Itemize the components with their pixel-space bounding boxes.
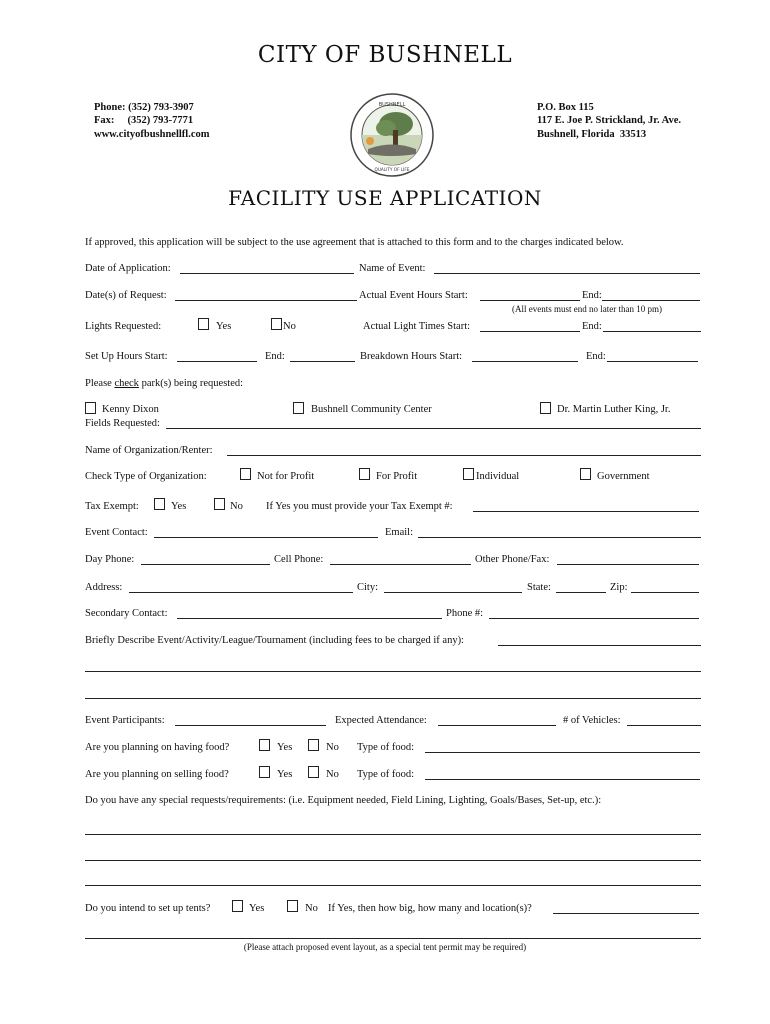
having-food-no-checkbox[interactable] [308, 739, 319, 751]
tents-yes-label: Yes [249, 903, 265, 914]
park-kenny-dixon-label: Kenny Dixon [102, 404, 159, 415]
expected-attendance-label: Expected Attendance: [335, 715, 427, 726]
city-title: CITY OF BUSHNELL [257, 42, 513, 68]
tents-no-checkbox[interactable] [287, 900, 298, 912]
setup-start-field[interactable] [177, 361, 257, 362]
fields-requested-field[interactable] [166, 428, 701, 429]
organization-field[interactable] [227, 455, 701, 456]
government-label: Government [597, 471, 650, 482]
name-of-event-field[interactable] [434, 273, 700, 274]
park-community-center-label: Bushnell Community Center [311, 404, 432, 415]
event-contact-label: Event Contact: [85, 527, 148, 538]
describe-event-field-3[interactable] [85, 698, 701, 699]
setup-end-field[interactable] [290, 361, 355, 362]
tents-details-field[interactable] [85, 938, 701, 939]
breakdown-start-label: Breakdown Hours Start: [360, 351, 463, 362]
having-food-type-label: Type of food: [357, 742, 415, 753]
event-hours-end-field[interactable] [602, 300, 700, 301]
lights-no-label: No [283, 321, 296, 332]
selling-food-type-label: Type of food: [357, 769, 415, 780]
special-requests-field-1[interactable] [85, 834, 701, 835]
tax-exempt-yes-label: Yes [171, 501, 187, 512]
event-participants-label: Event Participants: [85, 715, 165, 726]
event-hours-end-label: End: [582, 290, 602, 301]
state-label: State: [527, 582, 551, 593]
breakdown-end-label: End: [586, 351, 606, 362]
tax-exempt-label: Tax Exempt: [85, 501, 139, 512]
setup-end-label: End: [265, 351, 285, 362]
other-phone-label: Other Phone/Fax: [475, 554, 550, 565]
parks-prompt: Please check park(s) being requested: [85, 378, 244, 389]
having-food-label: Are you planning on having food? [85, 742, 230, 753]
vehicles-field[interactable] [627, 725, 701, 726]
not-for-profit-checkbox[interactable] [240, 468, 251, 480]
date-of-application-label: Date of Application: [85, 263, 171, 274]
city-state-zip-line: Bushnell, Florida 33513 [537, 129, 647, 140]
government-checkbox[interactable] [580, 468, 591, 480]
email-field[interactable] [418, 537, 701, 538]
check-word: check [114, 378, 139, 389]
describe-event-field-2[interactable] [85, 671, 701, 672]
individual-checkbox[interactable] [463, 468, 474, 480]
expected-attendance-field[interactable] [438, 725, 556, 726]
breakdown-end-field[interactable] [607, 361, 698, 362]
secondary-phone-field[interactable] [489, 618, 699, 619]
email-label: Email: [385, 527, 413, 538]
tents-followup-field[interactable] [553, 913, 699, 914]
for-profit-label: For Profit [376, 471, 418, 482]
event-participants-field[interactable] [175, 725, 326, 726]
tax-exempt-no-checkbox[interactable] [214, 498, 225, 510]
light-times-end-field[interactable] [603, 331, 701, 332]
dates-of-request-label: Date(s) of Request: [85, 290, 167, 301]
organization-label: Name of Organization/Renter: [85, 445, 213, 456]
having-food-yes-checkbox[interactable] [259, 739, 270, 751]
cell-phone-label: Cell Phone: [274, 554, 324, 565]
describe-event-label: Briefly Describe Event/Activity/League/Tournament (including fees to be charged if any): [85, 635, 464, 646]
fax-line: Fax: (352) 793-7771 [94, 115, 194, 126]
address-label: Address: [85, 582, 123, 593]
tents-label: Do you intend to set up tents? [85, 903, 211, 914]
having-food-type-field[interactable] [425, 752, 700, 753]
for-profit-checkbox[interactable] [359, 468, 370, 480]
lights-no-checkbox[interactable] [271, 318, 282, 330]
light-times-start-field[interactable] [480, 331, 580, 332]
breakdown-start-field[interactable] [472, 361, 578, 362]
intro-text: If approved, this application will be subject to the use agreement that is attached to this form and to the charges indicated below. [85, 237, 624, 248]
having-food-yes-label: Yes [277, 742, 293, 753]
individual-label: Individual [476, 471, 520, 482]
events-end-note: (All events must end no later than 10 pm) [512, 304, 662, 314]
lights-yes-label: Yes [216, 321, 232, 332]
park-kenny-dixon-checkbox[interactable] [85, 402, 96, 414]
describe-event-field-1[interactable] [498, 645, 701, 646]
selling-food-no-label: No [326, 769, 339, 780]
light-times-start-label: Actual Light Times Start: [363, 321, 471, 332]
special-requests-field-3[interactable] [85, 885, 701, 886]
selling-food-type-field[interactable] [425, 779, 700, 780]
svg-text:BUSHNELL: BUSHNELL [378, 102, 406, 108]
lights-yes-checkbox[interactable] [198, 318, 209, 330]
lights-requested-label: Lights Requested: [85, 321, 162, 332]
selling-food-label: Are you planning on selling food? [85, 769, 229, 780]
secondary-phone-label: Phone #: [446, 608, 484, 619]
special-requests-field-2[interactable] [85, 860, 701, 861]
selling-food-yes-label: Yes [277, 769, 293, 780]
park-mlk-checkbox[interactable] [540, 402, 551, 414]
form-title: FACILITY USE APPLICATION [228, 186, 542, 210]
tax-exempt-no-label: No [230, 501, 243, 512]
light-times-end-label: End: [582, 321, 602, 332]
day-phone-label: Day Phone: [85, 554, 135, 565]
tax-exempt-note: If Yes you must provide your Tax Exempt #: [266, 501, 453, 512]
city-field[interactable] [384, 592, 522, 593]
day-phone-field[interactable] [141, 564, 270, 565]
tax-exempt-yes-checkbox[interactable] [154, 498, 165, 510]
vehicles-label: # of Vehicles: [563, 715, 621, 726]
city-seal-logo [348, 92, 436, 178]
date-of-application-field[interactable] [180, 273, 354, 274]
po-box-line: P.O. Box 115 [537, 102, 594, 113]
name-of-event-label: Name of Event: [359, 263, 426, 274]
cell-phone-field[interactable] [330, 564, 471, 565]
tents-no-label: No [305, 903, 318, 914]
event-contact-field[interactable] [154, 537, 378, 538]
fields-requested-label: Fields Requested: [85, 418, 160, 429]
park-community-center-checkbox[interactable] [293, 402, 304, 414]
not-for-profit-label: Not for Profit [257, 471, 315, 482]
tents-followup-label: If Yes, then how big, how many and location(s)? [328, 903, 532, 914]
selling-food-yes-checkbox[interactable] [259, 766, 270, 778]
address-field[interactable] [129, 592, 353, 593]
event-hours-start-label: Actual Event Hours Start: [359, 290, 468, 301]
street-line: 117 E. Joe P. Strickland, Jr. Ave. [537, 115, 682, 126]
having-food-no-label: No [326, 742, 339, 753]
state-field[interactable] [556, 592, 606, 593]
attach-layout-note: (Please attach proposed event layout, as a special tent permit may be required) [243, 942, 527, 952]
city-label: City: [357, 582, 379, 593]
svg-text:QUALITY OF LIFE: QUALITY OF LIFE [374, 167, 410, 172]
zip-field[interactable] [631, 592, 699, 593]
dates-of-request-field[interactable] [175, 300, 357, 301]
zip-label: Zip: [610, 582, 628, 593]
other-phone-field[interactable] [557, 564, 699, 565]
org-type-label: Check Type of Organization: [85, 471, 207, 482]
phone-line: Phone: (352) 793-3907 [94, 102, 194, 113]
secondary-contact-label: Secondary Contact: [85, 608, 168, 619]
secondary-contact-field[interactable] [177, 618, 442, 619]
selling-food-no-checkbox[interactable] [308, 766, 319, 778]
setup-start-label: Set Up Hours Start: [85, 351, 168, 362]
special-requests-label: Do you have any special requests/requirements: (i.e. Equipment needed, Field Lining, Lighting, Goals/Bases, Set-up, etc.): [85, 795, 602, 806]
tax-exempt-number-field[interactable] [473, 511, 699, 512]
park-mlk-label: Dr. Martin Luther King, Jr. [557, 404, 671, 415]
tents-yes-checkbox[interactable] [232, 900, 243, 912]
website-line: www.cityofbushnellfl.com [94, 129, 210, 140]
event-hours-start-field[interactable] [480, 300, 580, 301]
